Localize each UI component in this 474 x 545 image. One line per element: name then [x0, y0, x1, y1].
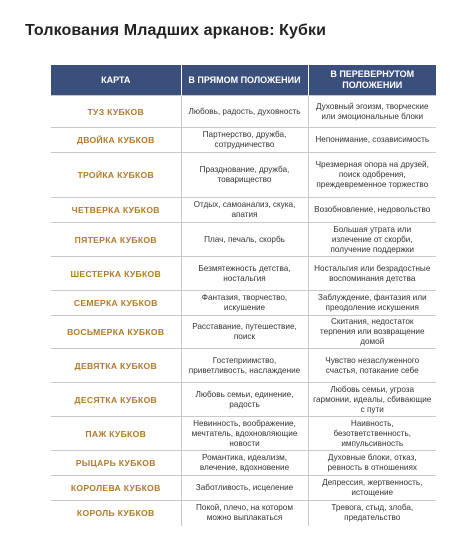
table-row: [51, 417, 436, 451]
upright-meaning: Любовь семьи, единение, радость: [181, 383, 308, 417]
reversed-meaning: Непонимание, созависимость: [308, 128, 436, 153]
card-name: СЕМЕРКА КУБКОВ: [51, 291, 181, 316]
upright-meaning: Плач, печаль, скорбь: [181, 223, 308, 257]
reversed-meaning: Чувство незаслуженного счастья, потакание себе: [308, 349, 436, 383]
table-row: [51, 257, 436, 291]
upright-meaning: Заботливость, исцеление: [181, 476, 308, 501]
table-row: [51, 476, 436, 501]
reversed-meaning: Заблуждение, фантазия или преодоление искушения: [308, 291, 436, 316]
reversed-meaning: Возобновление, недовольство: [308, 198, 436, 223]
upright-meaning: Невинность, воображение, мечтатель, вдохновляющие новости: [181, 417, 308, 451]
reversed-meaning: Ностальгия или безрадостные воспоминания детства: [308, 257, 436, 291]
table-row: [51, 316, 436, 349]
table-row: [51, 501, 436, 526]
card-name: ЧЕТВЕРКА КУБКОВ: [51, 198, 181, 223]
card-name: КОРОЛЕВА КУБКОВ: [51, 476, 181, 501]
table-row: [51, 291, 436, 316]
card-name: ПЯТЕРКА КУБКОВ: [51, 223, 181, 257]
reversed-meaning: Депрессия, жертвенность, истощение: [308, 476, 436, 501]
table-body: [51, 96, 436, 526]
reversed-meaning: Духовные блоки, отказ, ревность в отношениях: [308, 451, 436, 476]
upright-meaning: Расставание, путешествие, поиск: [181, 316, 308, 349]
card-name: ТУЗ КУБКОВ: [51, 96, 181, 128]
table-row: [51, 349, 436, 383]
cups-table: [51, 65, 436, 526]
upright-meaning: Фантазия, творчество, искушение: [181, 291, 308, 316]
table-row: [51, 383, 436, 417]
upright-meaning: Любовь, радость, духовность: [181, 96, 308, 128]
card-name: ВОСЬМЕРКА КУБКОВ: [51, 316, 181, 349]
header-upright: В ПРЯМОМ ПОЛОЖЕНИИ: [181, 65, 308, 96]
header-row: [51, 65, 436, 96]
table-row: [51, 153, 436, 198]
card-name: ДВОЙКА КУБКОВ: [51, 128, 181, 153]
page-title: Толкования Младших арканов: Кубки: [25, 22, 327, 39]
reversed-meaning: Большая утрата или излечение от скорби, получение поддержки: [308, 223, 436, 257]
reversed-meaning: Чрезмерная опора на друзей, поиск одобрения, преждевременное торжество: [308, 153, 436, 198]
header-reversed: В ПЕРЕВЕРНУТОМ ПОЛОЖЕНИИ: [308, 65, 436, 96]
reversed-meaning: Скитания, недостаток терпения или возвращение домой: [308, 316, 436, 349]
reversed-meaning: Наивность, безответственность, импульсивность: [308, 417, 436, 451]
card-name: ДЕСЯТКА КУБКОВ: [51, 383, 181, 417]
table-row: [51, 128, 436, 153]
table-row: [51, 223, 436, 257]
card-name: ТРОЙКА КУБКОВ: [51, 153, 181, 198]
card-name: ДЕВЯТКА КУБКОВ: [51, 349, 181, 383]
upright-meaning: Празднование, дружба, товарищество: [181, 153, 308, 198]
upright-meaning: Романтика, идеализм, влечение, вдохновение: [181, 451, 308, 476]
table-row: [51, 198, 436, 223]
reversed-meaning: Духовный эгоизм, творческие или эмоциональные блоки: [308, 96, 436, 128]
table-row: [51, 451, 436, 476]
card-name: КОРОЛЬ КУБКОВ: [51, 501, 181, 526]
card-name: РЫЦАРЬ КУБКОВ: [51, 451, 181, 476]
upright-meaning: Отдых, самоанализ, скука, апатия: [181, 198, 308, 223]
table-row: [51, 96, 436, 128]
card-name: ШЕСТЕРКА КУБКОВ: [51, 257, 181, 291]
upright-meaning: Безмятежность детства, ностальгия: [181, 257, 308, 291]
header-card: КАРТА: [51, 65, 181, 96]
reversed-meaning: Любовь семьи, угроза гармонии, идеалы, сбивающие с пути: [308, 383, 436, 417]
upright-meaning: Партнерство, дружба, сотрудничество: [181, 128, 308, 153]
upright-meaning: Покой, плечо, на котором можно выплакаться: [181, 501, 308, 526]
card-name: ПАЖ КУБКОВ: [51, 417, 181, 451]
upright-meaning: Гостеприимство, приветливость, наслаждение: [181, 349, 308, 383]
reversed-meaning: Тревога, стыд, злоба, предательство: [308, 501, 436, 526]
